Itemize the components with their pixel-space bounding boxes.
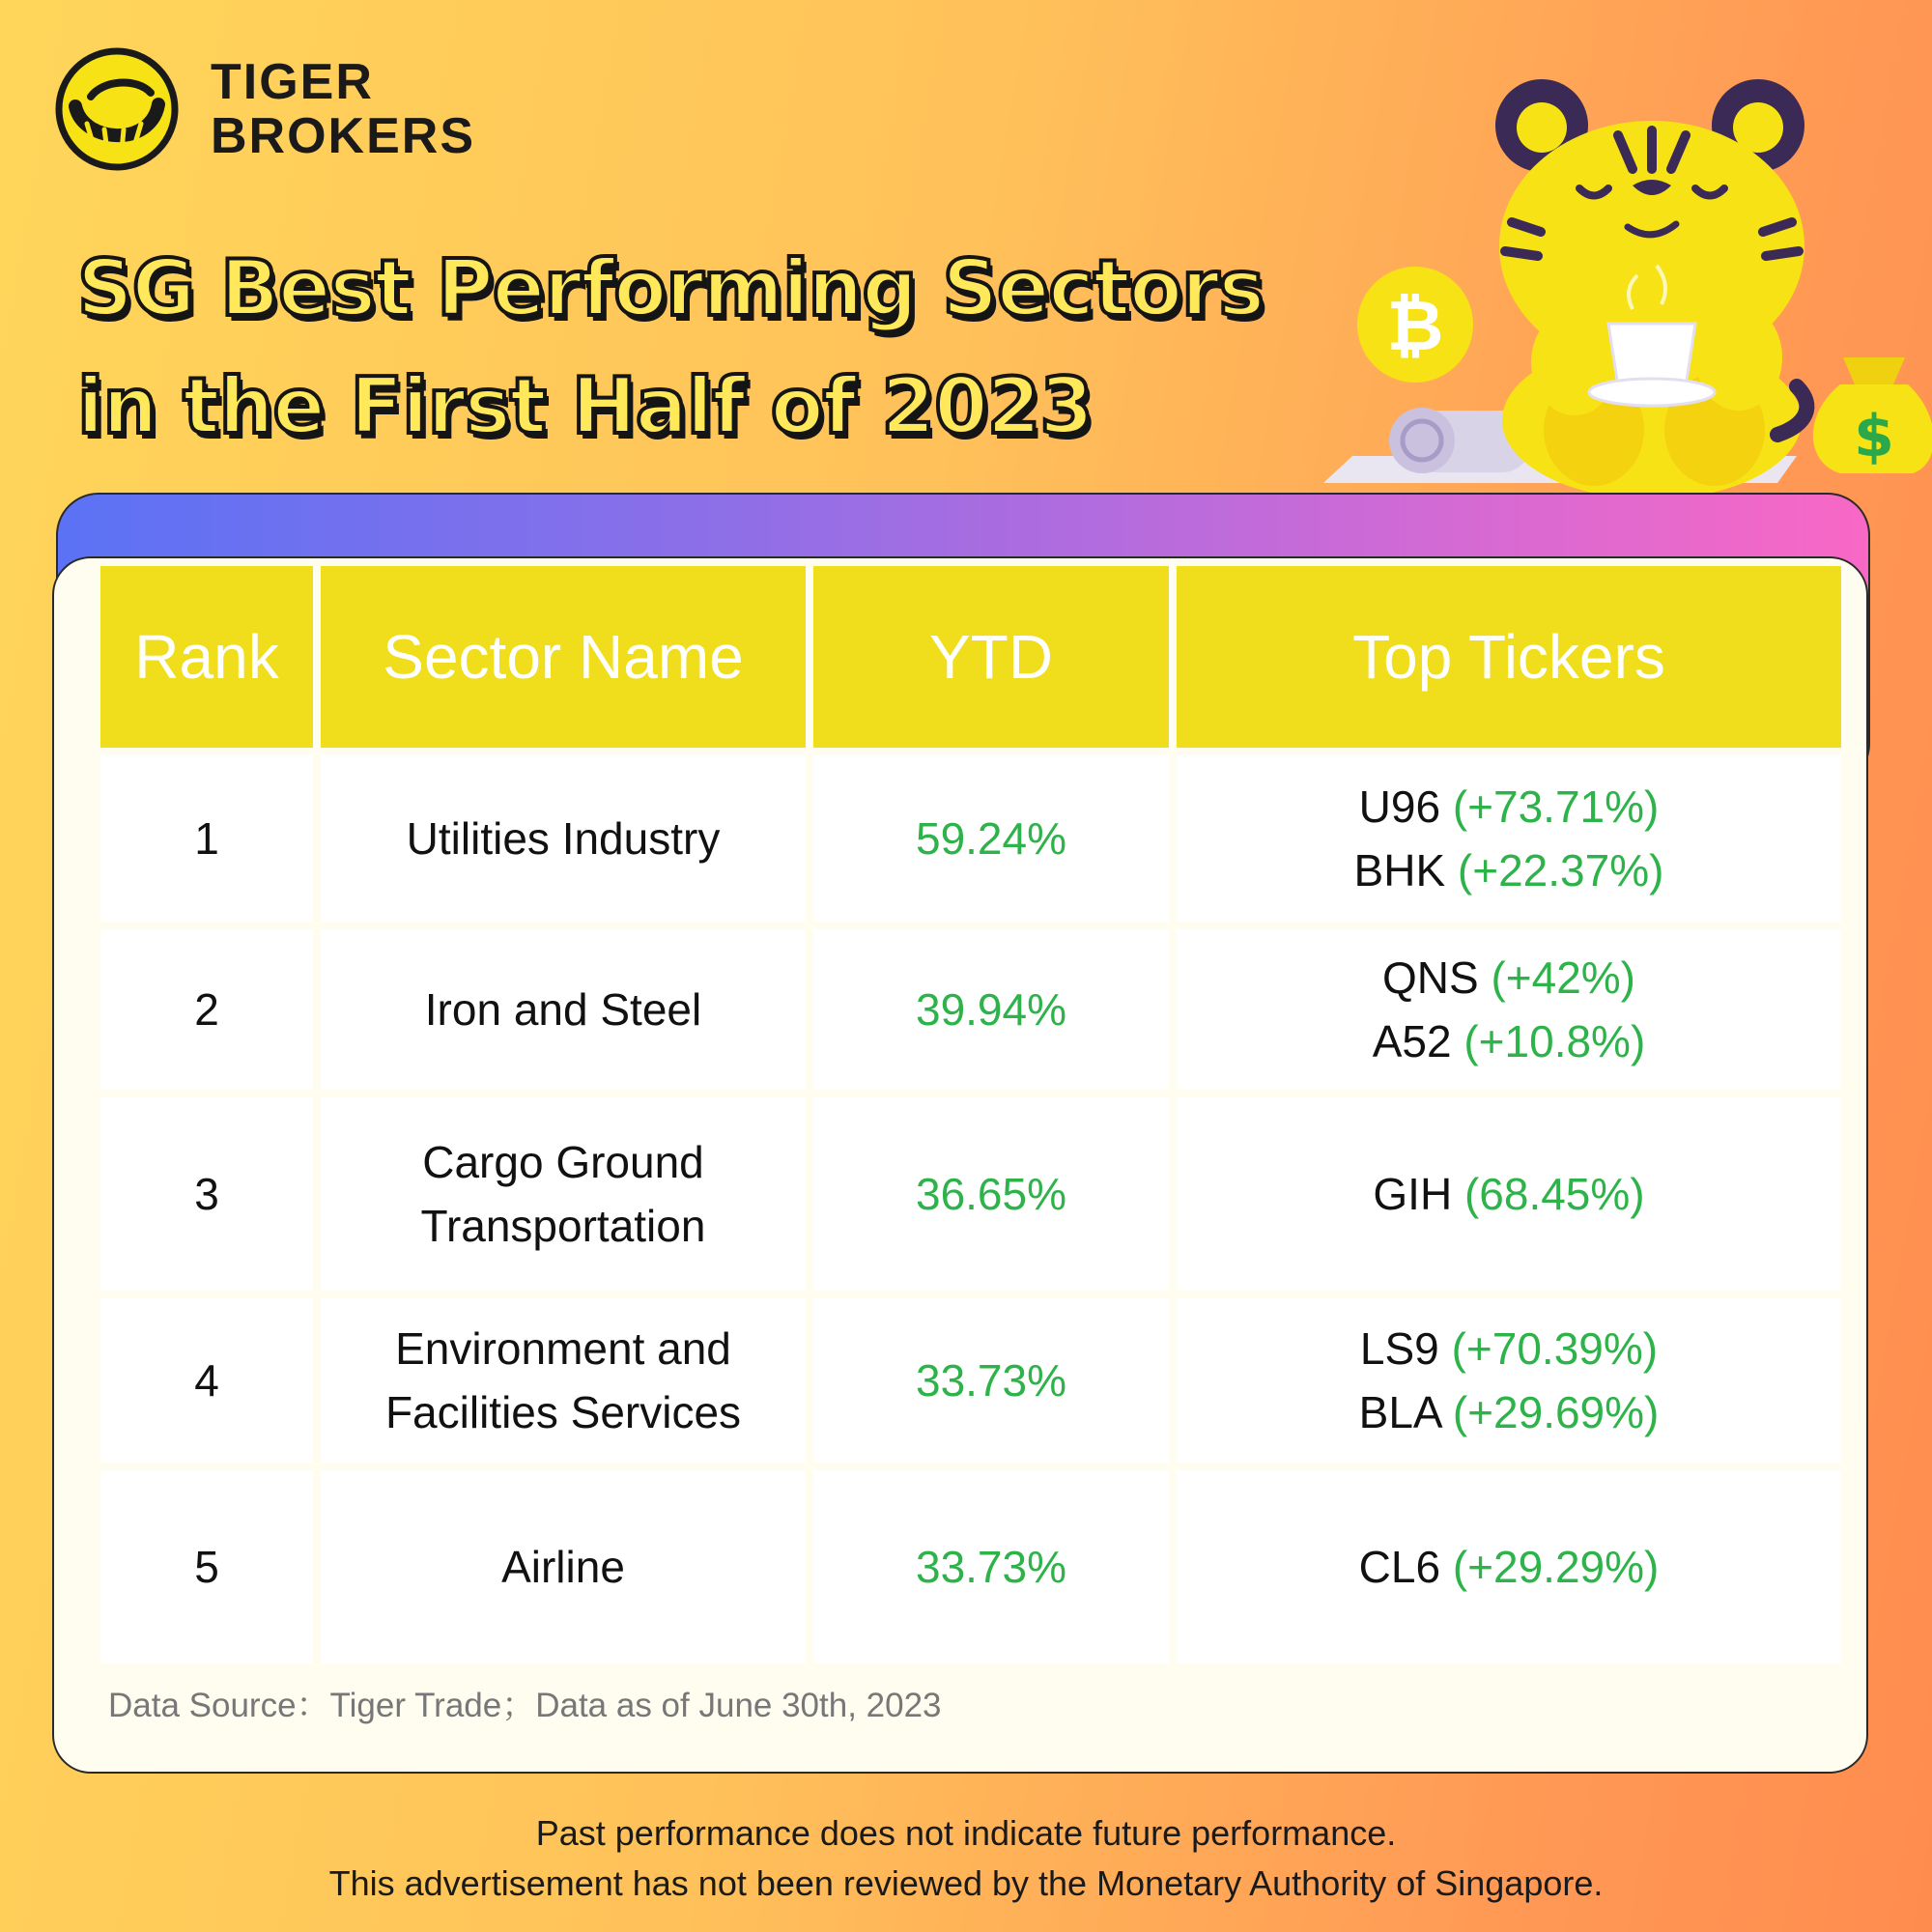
sector-name-line: Cargo Ground: [422, 1137, 704, 1187]
ticker-code: GIH: [1373, 1169, 1453, 1219]
sector-name-line: Facilities Services: [384, 1387, 742, 1437]
ticker-line: [1177, 1009, 1841, 1073]
bitcoin-coin-icon: [1357, 267, 1473, 383]
sector-name-line: Environment and: [395, 1323, 731, 1374]
rank-cell: 5: [100, 1470, 313, 1663]
brand-name: [211, 55, 475, 163]
tickers-cell: [1177, 755, 1841, 922]
ytd-cell: 33.73%: [813, 1298, 1169, 1463]
disclaimer-line1: Past performance does not indicate future performance.: [535, 1813, 1397, 1853]
data-source-note: Data Source：Tiger Trade；Data as of June 30th, 2023: [108, 1687, 942, 1724]
ticker-change: (+42%): [1491, 952, 1636, 1003]
ticker-code: QNS: [1381, 952, 1479, 1003]
table-row: [100, 1470, 1841, 1663]
ticker-code: U96: [1358, 781, 1441, 832]
tiger-mascot-illustration: [1314, 77, 1932, 522]
page-title: SG Best Performing Sectors in the First Half of 2023: [77, 243, 1264, 451]
brand-logo: [54, 46, 475, 172]
ytd-cell: 39.94%: [813, 929, 1169, 1090]
disclaimer-line2: This advertisement has not been reviewed by the Monetary Authority of Singapore.: [328, 1863, 1604, 1903]
table-row: [100, 755, 1841, 922]
ticker-code: BHK: [1353, 845, 1446, 895]
sector-card: [52, 556, 1868, 1774]
ticker-code: LS9: [1359, 1323, 1439, 1374]
tickers-cell: [1177, 1097, 1841, 1291]
ytd-cell: 33.73%: [813, 1470, 1169, 1663]
ticker-line: [1177, 1380, 1841, 1444]
sector-name-cell: [321, 1097, 806, 1291]
ticker-line: [1177, 775, 1841, 838]
table-row: [100, 929, 1841, 1090]
brand-name-line1: TIGER: [211, 54, 374, 110]
ticker-change: (+70.39%): [1451, 1323, 1659, 1374]
sector-name-cell: [321, 755, 806, 922]
svg-text:$: $: [1854, 403, 1894, 470]
header-sector-name: Sector Name: [321, 566, 806, 748]
tickers-cell: [1177, 1298, 1841, 1463]
ticker-line: [1177, 838, 1841, 902]
ticker-line: [1177, 1162, 1841, 1226]
rank-cell: 1: [100, 755, 313, 922]
ticker-change: (+10.8%): [1463, 1016, 1646, 1066]
table-row: [100, 1097, 1841, 1291]
ticker-code: A52: [1372, 1016, 1452, 1066]
ytd-cell: 59.24%: [813, 755, 1169, 922]
ticker-change: (+29.29%): [1452, 1542, 1660, 1592]
ticker-change: (+29.69%): [1452, 1387, 1660, 1437]
disclaimer: [0, 1808, 1932, 1909]
tiger-logo-icon: [54, 46, 180, 172]
rank-cell: 2: [100, 929, 313, 1090]
table-row: [100, 1298, 1841, 1463]
ticker-line: [1177, 1317, 1841, 1380]
tickers-cell: [1177, 929, 1841, 1090]
header-top-tickers: Top Tickers: [1177, 566, 1841, 748]
ticker-change: (+22.37%): [1457, 845, 1664, 895]
header-rank: Rank: [100, 566, 313, 748]
header-ytd: YTD: [813, 566, 1169, 748]
ticker-line: [1177, 946, 1841, 1009]
rank-cell: 3: [100, 1097, 313, 1291]
tickers-cell: [1177, 1470, 1841, 1663]
rank-cell: 4: [100, 1298, 313, 1463]
svg-text:₿: ₿: [1386, 285, 1444, 366]
ticker-change: (+73.71%): [1452, 781, 1660, 832]
ticker-line: [1177, 1535, 1841, 1599]
sector-table: [93, 558, 1849, 1671]
sector-name-cell: [321, 1470, 806, 1663]
sector-name-cell: [321, 929, 806, 1090]
ticker-code: CL6: [1358, 1542, 1441, 1592]
sector-name-line: Transportation: [420, 1201, 706, 1251]
ticker-change: (68.45%): [1463, 1169, 1645, 1219]
sector-name-cell: [321, 1298, 806, 1463]
sector-name-line: Iron and Steel: [424, 984, 702, 1035]
money-bag-icon: [1813, 357, 1932, 473]
sector-name-line: Utilities Industry: [406, 813, 721, 864]
ticker-code: BLA: [1358, 1387, 1441, 1437]
brand-name-line2: BROKERS: [211, 108, 476, 164]
sector-name-line: Airline: [501, 1542, 625, 1592]
table-header-row: [100, 566, 1841, 748]
ytd-cell: 36.65%: [813, 1097, 1169, 1291]
